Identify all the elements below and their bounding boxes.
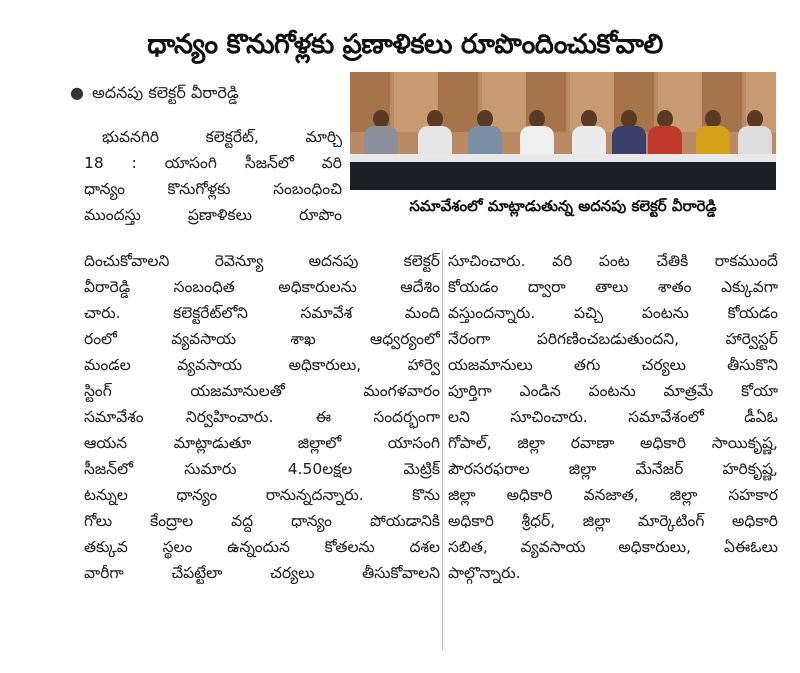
article-column-left xyxy=(84,248,440,586)
article-line: వారీగా చేపట్టేలా చర్యలు తీసుకోవాలని xyxy=(84,564,440,582)
photo-person xyxy=(468,110,502,160)
article-line: స్టింగ్ యజమానులతో మంగళవారం xyxy=(84,382,440,400)
article-line: దించుకోవాలని రెవెన్యూ అదనపు కలెక్టర్ xyxy=(84,252,440,270)
article-line: టన్నుల ధాన్యం రానున్నదన్నారు. కొను xyxy=(84,486,440,504)
article-line: తక్కువ స్థలం ఉన్నందున కోతలను దశల xyxy=(84,538,440,556)
article-line: పాల్గొన్నారు. xyxy=(448,564,521,582)
article-line: పౌరసరఫరాల జిల్లా మేనేజర్ హరికృష్ణ, xyxy=(448,460,778,478)
article-line: సబిత, వ్యవసాయ అధికారులు, ఏఈఓలు xyxy=(448,538,778,556)
photo-person xyxy=(696,110,730,160)
photo-person xyxy=(738,110,772,160)
photo-caption: సమావేశంలో మాట్లాడుతున్న అదనపు కలెక్టర్ వీరారెడ్డి xyxy=(409,197,717,215)
meeting-photo xyxy=(350,72,776,190)
article-line: సీజన్‌లో సుమారు 4.50లక్షల మెట్రిక్ xyxy=(84,460,440,478)
article-line: సమావేశం నిర్వహించారు. ఈ సందర్భంగా xyxy=(84,408,440,426)
article-column-top xyxy=(84,124,342,228)
byline xyxy=(70,78,239,108)
article-line: సూచించారు. వరి పంట చేతికి రాకముందే xyxy=(448,252,778,270)
article-line: యజమానులు తగు చర్యలు తీసుకొని xyxy=(448,356,778,374)
article-line: భువనగిరి కలెక్టరేట్, మార్చి xyxy=(102,128,342,146)
article-line: ముందస్తు ప్రణాళికలు రూపొం xyxy=(84,206,342,224)
photo-person xyxy=(520,110,554,160)
article-line: ధాన్యం కొనుగోళ్లకు సంబంధించి xyxy=(84,180,342,198)
article-line: మండల వ్యవసాయ అధికారులు, హార్వె xyxy=(84,356,440,374)
article-column-right xyxy=(448,248,778,586)
article-line: అధికారి శ్రీధర్, జిల్లా మార్కెటింగ్ అధికారి xyxy=(448,512,778,530)
article-line: చారు. కలెక్టరేట్‌లోని సమావేశ మంది xyxy=(84,304,440,322)
article-line: వీరారెడ్డి సంబంధిత అధికారులను ఆదేశిం xyxy=(84,278,440,296)
article-line: గోపాల్, జిల్లా రవాణా అధికారి సాయికృష్ణ, xyxy=(448,434,778,452)
photo-person xyxy=(648,110,682,160)
photo-person xyxy=(572,110,606,160)
article-line: కోయడం ద్వారా తాలు శాతం ఎక్కువగా xyxy=(448,278,778,296)
article-line: వస్తుందన్నారు. పచ్చి పంటను కోయడం xyxy=(448,304,778,322)
photo-table xyxy=(350,162,776,190)
photo-person xyxy=(418,110,452,160)
photo-person xyxy=(612,110,646,160)
article-line: జిల్లా అధికారి వనజాత, జిల్లా సహకార xyxy=(448,486,778,504)
article-line: 18 : యాసంగి సీజన్‌లో వరి xyxy=(84,154,342,172)
article-line: లని సూచించారు. సమావేశంలో డీఏఓ xyxy=(448,408,778,426)
headline: ధాన్యం కొనుగోళ్లకు ప్రణాళికలు రూపొందించుకోవాలి xyxy=(147,29,663,60)
article-line: గోలు కేంద్రాల వద్ద ధాన్యం పోయడానికి xyxy=(84,512,440,530)
article-line: పూర్తిగా ఎండిన పంటను మాత్రమే కోయా xyxy=(448,382,778,400)
byline-text: అదనపు కలెక్టర్ వీరారెడ్డి xyxy=(91,83,239,102)
article-line: రంలో వ్యవసాయ శాఖ ఆధ్వర్యంలో xyxy=(84,330,440,348)
article-line: ఆయన మాట్లాడుతూ జిల్లాలో యాసంగి xyxy=(84,434,440,452)
photo-person xyxy=(364,110,398,160)
bullet-icon: ● xyxy=(70,83,84,102)
article-line: నేరంగా పరిగణించబడుతుందని, హార్వెస్టర్ xyxy=(448,330,778,348)
column-divider xyxy=(442,250,443,650)
